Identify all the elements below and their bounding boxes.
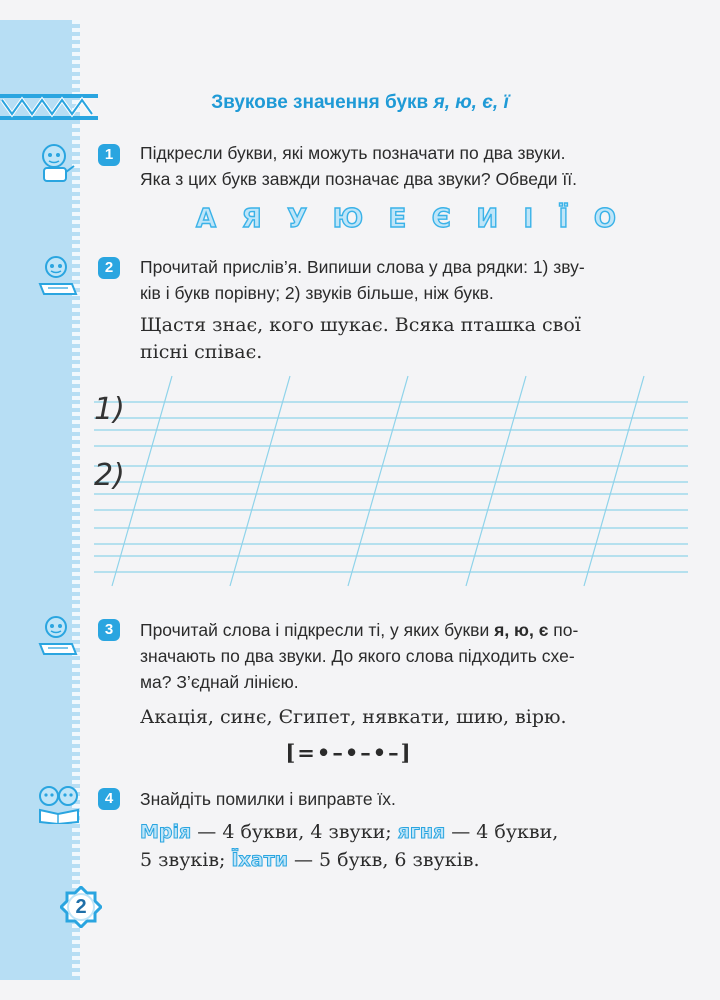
task-4-text-1: — 4 букви, 4 звуки; [191,821,398,843]
writing-child-icon [36,254,78,296]
letter-6[interactable]: И [476,204,499,234]
page-number: 2 [75,896,87,918]
task-2-line-2: ків і букв порівну; 2) звуків більше, ніж букв. [140,283,494,303]
task-3-bold-letters: я, ю, є [494,620,549,640]
row-1-label: 1) [94,392,125,427]
proverb-line-2: пісні співає. [140,341,263,363]
task-3-number: 3 [98,619,120,641]
sound-scheme[interactable]: [=•–•–•–] [285,740,413,765]
task-3-line-3: ма? З’єднай лінією. [140,672,299,692]
reading-children-icon [36,784,82,824]
task-4-text-4: — 5 букв, 6 звуків. [287,849,480,871]
title-text: Звукове значення букв [211,92,434,113]
task-4-number: 4 [98,788,120,810]
task-3-line-1 [140,617,688,643]
task-2-text [140,254,688,306]
task-1-line-1: Підкресли букви, які можуть позначати по два звуки. [140,143,566,163]
task-1-text [140,140,688,192]
task-2-number: 2 [98,257,120,279]
letter-row [196,204,616,234]
letter-2[interactable]: У [287,204,308,234]
task-4-line-2 [140,846,688,874]
letter-4[interactable]: Е [388,204,407,234]
word-list: Акація, синє, Єгипет, нявкати, шию, вірю. [140,706,567,728]
letter-9[interactable]: О [593,204,616,234]
task-2-line-1: Прочитай прислів’я. Випиши слова у два рядки: 1) зву- [140,257,585,277]
letter-1[interactable]: Я [241,204,262,234]
task-3-line-2: значають по два звуки. До якого слова підходить схе- [140,646,575,666]
page-title [80,92,640,114]
title-letters: я, ю, є, ї [433,92,509,113]
letter-5[interactable]: Є [431,204,451,234]
task-3-line-1-start: Прочитай слова і підкресли ті, у яких букви [140,620,495,640]
task-3-line-1-end: по- [548,620,579,640]
task-3-text [140,617,688,695]
task-4-text-3: 5 звуків; [140,849,232,871]
proverb-line-1: Щастя знає, кого шукає. Всяка пташка свої [140,314,581,336]
task-4-text-2: — 4 букви, [445,821,559,843]
task-4-instruction: Знайдіть помилки і виправте їх. [140,789,396,809]
row-2-label: 2) [94,458,125,493]
word-mriia: Мрія [140,821,192,843]
word-yikhaty: Їхати [231,849,288,871]
task-1-line-2: Яка з цих букв завжди позначає два звуки? Обведи її. [140,169,578,189]
letter-3[interactable]: Ю [332,204,364,234]
letter-0[interactable]: А [196,204,217,234]
task-4-line-1 [140,818,688,846]
word-yahnia: ягня [397,821,446,843]
page-number-badge [60,886,102,928]
task-4-body [140,818,688,874]
letter-8[interactable]: Ї [558,204,569,234]
letter-7[interactable]: І [523,204,534,234]
writing-child-icon [36,614,78,656]
thinking-child-icon [36,142,76,184]
writing-lines[interactable] [94,372,688,588]
proverb-text [140,312,688,366]
task-1-number: 1 [98,144,120,166]
